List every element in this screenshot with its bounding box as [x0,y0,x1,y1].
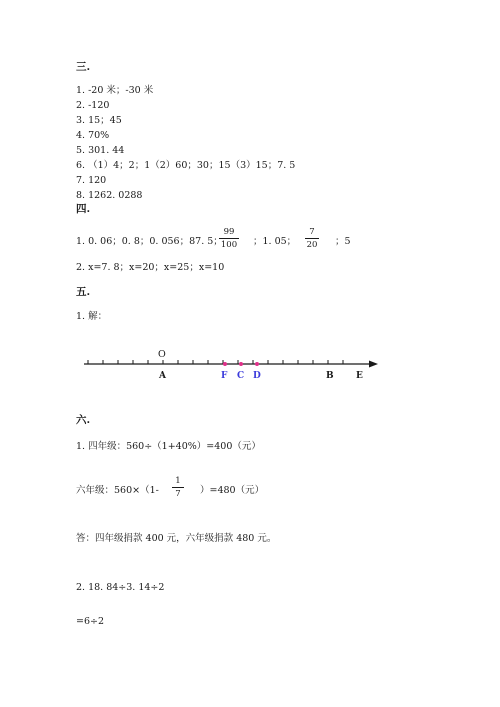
number-line-ticks [88,360,343,364]
section-6-line-4: 2. 18. 84÷3. 14÷2 [76,582,165,593]
section-4-heading: 四. [76,203,91,215]
section-4-line-2: 2. x=7. 8；x=20；x=25；x=10 [76,262,225,273]
section-6-answer: 答：四年级捐款 400 元，六年级捐款 480 元。 [76,533,277,544]
section-3-item-7: 7. 120 [76,175,107,186]
section-3-item-3: 3. 15；45 [76,115,122,126]
point-label-e: E [356,371,363,381]
fraction-denominator: 20 [306,240,318,250]
arrow-head-icon [369,361,378,368]
section-6-line-2-prefix: 六年级：560×（1- [76,485,159,496]
number-line [0,345,500,385]
origin-label: O [158,349,166,360]
point-label-b: B [326,371,334,381]
fraction-numerator: 1 [175,476,181,486]
fraction-numerator: 7 [309,227,315,237]
section-6-line-2-suffix: ）=480（元） [200,485,265,496]
fraction-bar [305,238,319,239]
section-6-heading: 六. [76,414,91,426]
fraction-99-100 [219,227,239,250]
point-label-d: D [253,371,261,381]
section-6-line-1: 1. 四年级：560÷（1+40%）=400（元） [76,441,261,452]
section-3-item-8: 8. 1262. 0288 [76,190,143,201]
point-marker-c [239,362,243,366]
section-3-item-4: 4. 70% [76,130,110,141]
section-3-item-5: 5. 301. 44 [76,145,125,156]
section-5-heading: 五. [76,286,91,298]
section-6-line-5: =6÷2 [76,616,105,627]
section-4-line-1-prefix: 1. 0. 06；0. 8；0. 056；87. 5； [76,236,223,247]
section-5-answer-label: 1. 解： [76,311,108,322]
point-marker-d [255,362,259,366]
section-3-heading: 三. [76,61,91,73]
section-4-line-1-suffix: ；5 [335,236,351,247]
fraction-denominator: 100 [220,240,238,250]
section-3-item-2: 2. -120 [76,100,110,111]
fraction-bar [219,238,239,239]
fraction-1-7 [172,476,184,499]
section-4-line-1-middle: ；1. 05； [253,236,297,247]
section-3-item-6: 6. （1）4；2；1（2）60；30；15（3）15；7. 5 [76,160,296,171]
section-3-item-1: 1. -20 米；-30 米 [76,85,154,96]
point-marker-f [223,362,227,366]
fraction-7-20 [305,227,319,250]
point-label-c: C [237,371,245,381]
point-label-a: A [159,371,166,381]
point-label-f: F [221,371,228,381]
fraction-bar [172,487,184,488]
fraction-denominator: 7 [175,489,181,499]
fraction-numerator: 99 [223,227,235,237]
